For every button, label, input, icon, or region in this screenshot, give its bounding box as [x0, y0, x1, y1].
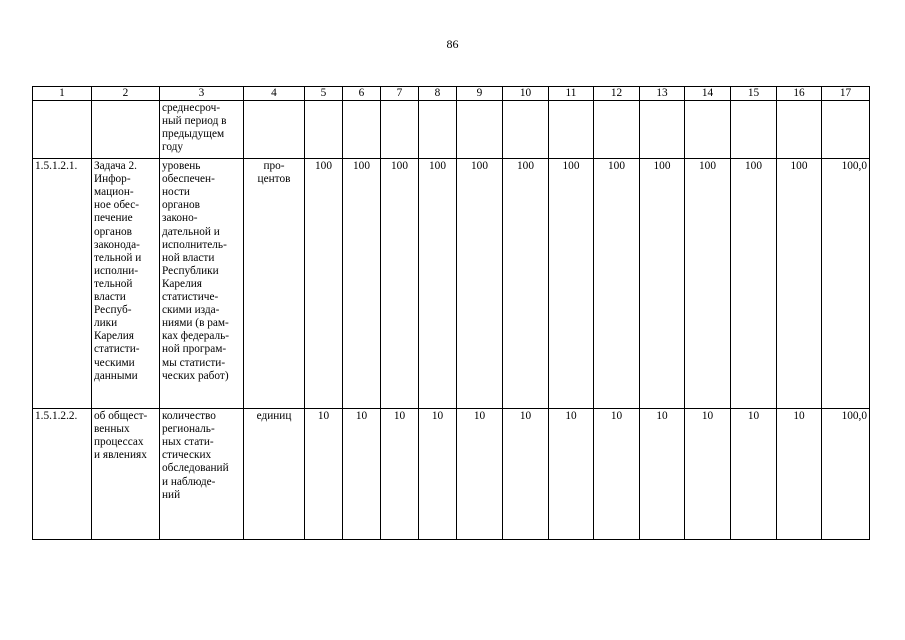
- page-number: 86: [446, 37, 459, 51]
- column-header: 17: [822, 87, 870, 101]
- value-cell: 10: [685, 409, 731, 540]
- column-header: 12: [594, 87, 640, 101]
- table-row: [33, 409, 870, 540]
- value-cell: [549, 101, 594, 159]
- header-row: [33, 87, 870, 101]
- column-header: 2: [92, 87, 160, 101]
- value-cell: [343, 101, 381, 159]
- column-header: 14: [685, 87, 731, 101]
- column-header: 13: [640, 87, 685, 101]
- value-cell: 100: [305, 159, 343, 409]
- value-cell: [685, 101, 731, 159]
- value-cell: 100: [777, 159, 822, 409]
- value-cell: 100: [731, 159, 777, 409]
- value-cell: 10: [549, 409, 594, 540]
- column-header: 3: [160, 87, 244, 101]
- value-cell: 10: [343, 409, 381, 540]
- value-cell: 100: [343, 159, 381, 409]
- value-cell: [640, 101, 685, 159]
- value-cell: [305, 101, 343, 159]
- column-header: 11: [549, 87, 594, 101]
- indicator-cell: количество региональ- ных стати- стических обследований и наблюде- ний: [160, 409, 244, 540]
- value-cell: 10: [594, 409, 640, 540]
- value-cell: 10: [640, 409, 685, 540]
- value-cell: [457, 101, 503, 159]
- task-cell: об общест- венных процессах и явлениях: [92, 409, 160, 540]
- result-cell: 100,0: [822, 409, 870, 540]
- value-cell: 100: [457, 159, 503, 409]
- indicator-cell: уровень обеспечен- ности органов законо- дательной и исполнитель- ной власти Республики Карелия статистиче- скими изда- ниями (в рам- ках федераль- ной програм- мы статисти- ческих работ): [160, 159, 244, 409]
- value-cell: 10: [731, 409, 777, 540]
- row-number-cell: 1.5.1.2.2.: [33, 409, 92, 540]
- table-row: [33, 159, 870, 409]
- value-cell: 10: [381, 409, 419, 540]
- column-header: 4: [244, 87, 305, 101]
- value-cell: 100: [381, 159, 419, 409]
- indicators-table: [32, 86, 870, 540]
- task-cell: [92, 101, 160, 159]
- column-header: 7: [381, 87, 419, 101]
- value-cell: 10: [503, 409, 549, 540]
- value-cell: [594, 101, 640, 159]
- table-row: [33, 101, 870, 159]
- row-number-cell: [33, 101, 92, 159]
- column-header: 5: [305, 87, 343, 101]
- value-cell: 100: [503, 159, 549, 409]
- unit-cell: единиц: [244, 409, 305, 540]
- row-number-cell: 1.5.1.2.1.: [33, 159, 92, 409]
- column-header: 10: [503, 87, 549, 101]
- value-cell: 10: [419, 409, 457, 540]
- value-cell: [503, 101, 549, 159]
- value-cell: 100: [594, 159, 640, 409]
- unit-cell: про- центов: [244, 159, 305, 409]
- column-header: 15: [731, 87, 777, 101]
- value-cell: [777, 101, 822, 159]
- value-cell: [419, 101, 457, 159]
- indicator-cell: среднесроч- ный период в предыдущем году: [160, 101, 244, 159]
- value-cell: [381, 101, 419, 159]
- column-header: 6: [343, 87, 381, 101]
- task-cell: Задача 2. Инфор- мацион- ное обес- печение органов законода- тельной и исполни- тельной власти Респуб- лики Карелия статисти- ческими данными: [92, 159, 160, 409]
- value-cell: 10: [777, 409, 822, 540]
- column-header: 1: [33, 87, 92, 101]
- value-cell: 100: [640, 159, 685, 409]
- result-cell: [822, 101, 870, 159]
- value-cell: 100: [549, 159, 594, 409]
- column-header: 16: [777, 87, 822, 101]
- result-cell: 100,0: [822, 159, 870, 409]
- value-cell: 100: [419, 159, 457, 409]
- column-header: 8: [419, 87, 457, 101]
- value-cell: [731, 101, 777, 159]
- value-cell: 10: [457, 409, 503, 540]
- value-cell: 10: [305, 409, 343, 540]
- value-cell: 100: [685, 159, 731, 409]
- unit-cell: [244, 101, 305, 159]
- column-header: 9: [457, 87, 503, 101]
